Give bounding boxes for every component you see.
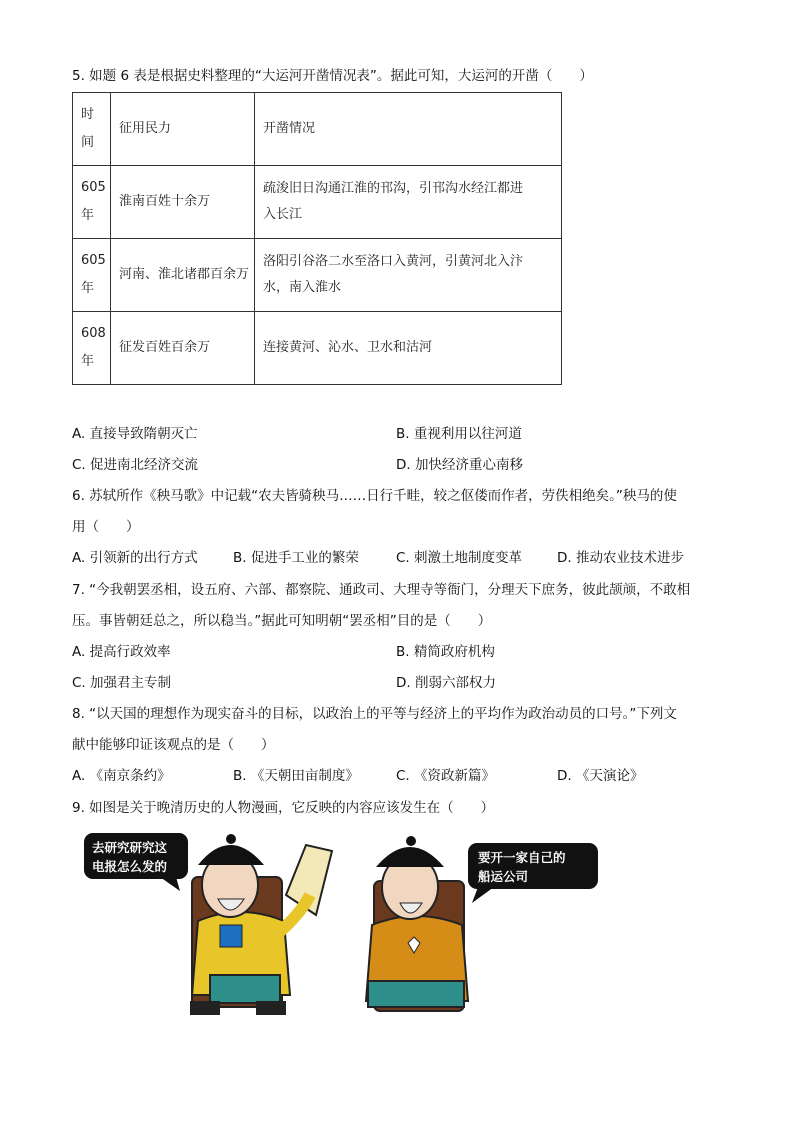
q8-option-a[interactable]: A. 《南京条约》	[72, 768, 171, 784]
q5-option-a[interactable]: A. 直接导致隋朝灭亡	[72, 426, 198, 442]
canal-table	[72, 92, 562, 385]
q5-option-d[interactable]: D. 加快经济重心南移	[396, 457, 523, 473]
row-work: 疏浚旧日沟通江淮的邗沟，引邗沟水经江都进 入长江	[255, 166, 562, 239]
q6-stem-line-2: 用（ ）	[72, 519, 140, 535]
header-work: 开凿情况	[255, 93, 562, 166]
q8-option-c[interactable]: C. 《资政新篇》	[396, 768, 496, 784]
q6-option-b[interactable]: B. 促进手工业的繁荣	[233, 550, 359, 566]
q8-option-b[interactable]: B. 《天朝田亩制度》	[233, 768, 359, 784]
svg-text:要开一家自己的: 要开一家自己的	[478, 850, 566, 865]
svg-text:去研究研究这: 去研究研究这	[92, 840, 168, 855]
q6-option-c[interactable]: C. 刺激土地制度变革	[396, 550, 523, 566]
official-right-figure	[366, 836, 468, 1011]
row-work: 连接黄河、沁水、卫水和沽河	[255, 312, 562, 385]
q9-stem: 9. 如图是关于晚清历史的人物漫画，它反映的内容应该发生在（ ）	[72, 800, 495, 816]
q5-stem: 5. 如题 6 表是根据史料整理的“大运河开凿情况表”。据此可知，大运河的开凿（ ）	[72, 68, 593, 84]
svg-text:电报怎么发的: 电报怎么发的	[92, 859, 168, 874]
header-labor: 征用民力	[111, 93, 255, 166]
row-year: 605年	[73, 166, 111, 239]
table-row	[73, 312, 562, 385]
row-year: 608年	[73, 312, 111, 385]
q6-option-d[interactable]: D. 推动农业技术进步	[557, 550, 684, 566]
q5-option-c[interactable]: C. 促进南北经济交流	[72, 457, 199, 473]
q7-option-d[interactable]: D. 削弱六部权力	[396, 675, 496, 691]
q7-option-b[interactable]: B. 精简政府机构	[396, 644, 495, 660]
q7-stem-line-1: 7. “今我朝罢丞相，设五府、六部、都察院、通政司、大理寺等衙门，分理天下庶务，彼此颉颃，不敢相	[72, 582, 691, 598]
official-left-figure	[190, 834, 332, 1015]
row-work: 洛阳引谷洛二水至洛口入黄河，引黄河北入汴 水，南入淮水	[255, 239, 562, 312]
q5-option-b[interactable]: B. 重视利用以往河道	[396, 426, 522, 442]
q8-option-d[interactable]: D. 《天演论》	[557, 768, 644, 784]
svg-text:船运公司: 船运公司	[478, 869, 529, 884]
speech-bubble-left	[84, 833, 188, 891]
table-header-row	[73, 93, 562, 166]
qing-officials-cartoon	[80, 825, 610, 1025]
table-row	[73, 239, 562, 312]
speech-bubble-right	[468, 843, 598, 903]
header-time	[73, 93, 111, 166]
row-labor: 淮南百姓十余万	[111, 166, 255, 239]
q7-stem-line-2: 压。事皆朝廷总之，所以稳当。”据此可知明朝“罢丞相”目的是（ ）	[72, 613, 492, 629]
q7-option-c[interactable]: C. 加强君主专制	[72, 675, 172, 691]
row-labor: 河南、淮北诸郡百余万	[111, 239, 255, 312]
row-labor: 征发百姓百余万	[111, 312, 255, 385]
row-year: 605年	[73, 239, 111, 312]
q6-option-a[interactable]: A. 引领新的出行方式	[72, 550, 198, 566]
q8-stem-line-2: 献中能够印证该观点的是（ ）	[72, 737, 275, 753]
q8-stem-line-1: 8. “以天国的理想作为现实奋斗的目标，以政治上的平等与经济上的平均作为政治动员的口号。”下列文	[72, 706, 677, 722]
header-time-label: 时间	[81, 107, 95, 150]
q6-stem-line-1: 6. 苏轼所作《秧马歌》中记载“农夫皆骑秧马……日行千畦，较之伛偻而作者，劳佚相绝矣。”秧马的使	[72, 488, 677, 504]
q7-option-a[interactable]: A. 提高行政效率	[72, 644, 171, 660]
table-row	[73, 166, 562, 239]
